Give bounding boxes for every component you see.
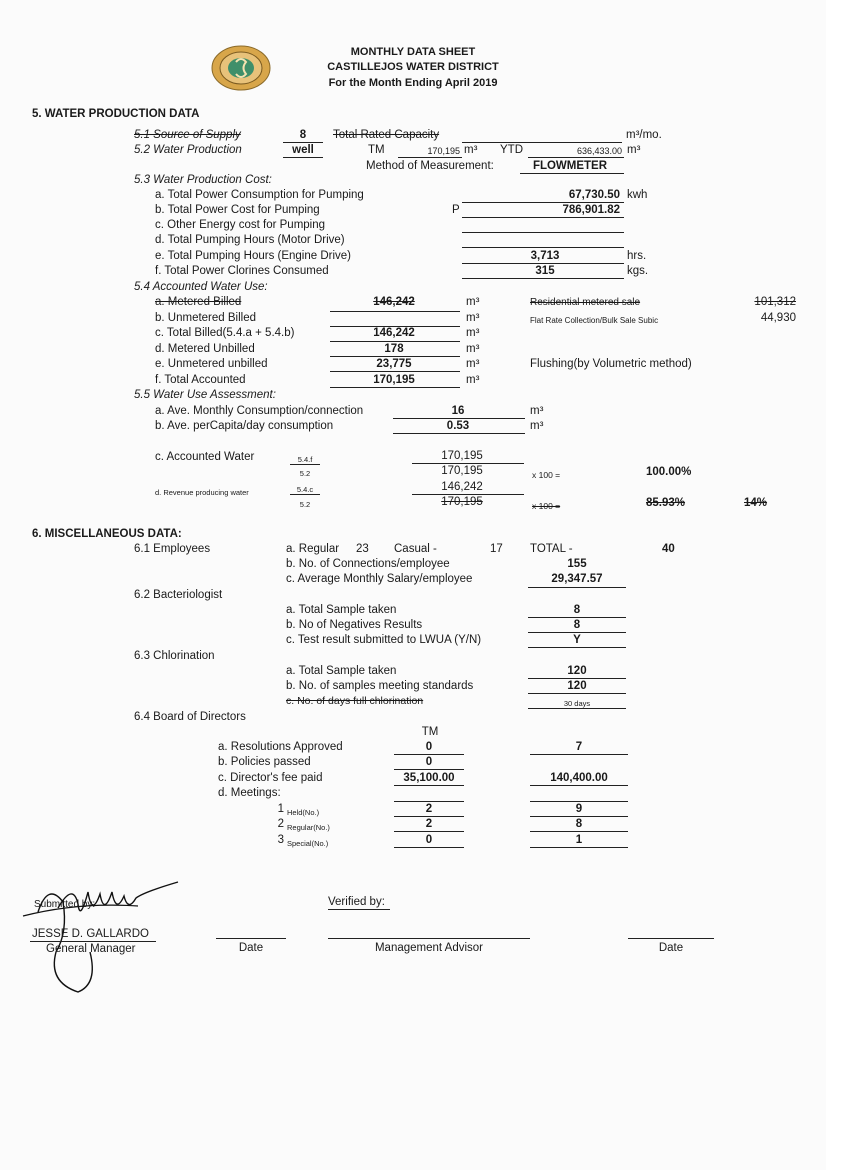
board-label: 6.4 Board of Directors xyxy=(134,711,246,723)
rated-capacity-unit: m³/mo. xyxy=(626,129,662,141)
standards-label: b. No. of samples meeting standards xyxy=(286,680,474,692)
total-accounted-unit: m³ xyxy=(466,374,480,386)
chlorine-value: 315 xyxy=(535,265,555,277)
accounted-water-label: c. Accounted Water xyxy=(155,451,255,463)
accounted-result: 100.00% xyxy=(646,466,692,478)
revenue-num: 146,242 xyxy=(441,481,483,493)
date-label-2: Date xyxy=(658,942,684,954)
tm-production: 170,195 xyxy=(427,146,460,156)
metered-unbilled-unit: m³ xyxy=(466,343,480,355)
power-consumption-label: a. Total Power Consumption for Pumping xyxy=(155,189,364,201)
power-cost-label: b. Total Power Cost for Pumping xyxy=(155,204,320,216)
unmetered-unbilled-value: 23,775 xyxy=(376,358,412,370)
unmetered-billed-unit: m³ xyxy=(466,312,480,324)
section-6-title: 6. MISCELLANEOUS DATA: xyxy=(32,528,182,540)
chlor-samples-label: a. Total Sample taken xyxy=(286,665,397,677)
percapita-unit: m³ xyxy=(530,420,544,432)
chlor-samples-value: 120 xyxy=(567,665,587,677)
regular-meeting-label: Regular(No.) xyxy=(287,823,330,832)
flat-rate-value: 44,930 xyxy=(760,312,796,324)
held-ytd: 9 xyxy=(575,803,583,815)
special-num: 3 xyxy=(277,834,284,846)
salary-value: 29,347.57 xyxy=(551,573,603,585)
motor-hours-label: d. Total Pumping Hours (Motor Drive) xyxy=(155,234,345,246)
regular-tm: 2 xyxy=(425,818,433,830)
tm-unit: m³ xyxy=(464,144,478,156)
bacteriologist-label: 6.2 Bacteriologist xyxy=(134,589,223,601)
special-ytd: 1 xyxy=(575,834,583,846)
report-period: For the Month Ending April 2019 xyxy=(328,77,498,89)
percapita-label: b. Ave. perCapita/day consumption xyxy=(155,420,334,432)
connections-label: b. No. of Connections/employee xyxy=(286,558,450,570)
resolutions-label: a. Resolutions Approved xyxy=(218,741,343,753)
power-consumption-unit: kwh xyxy=(627,189,648,201)
manager-title: General Manager xyxy=(46,943,136,955)
policies-tm: 0 xyxy=(425,756,433,768)
directors-fee-ytd: 140,400.00 xyxy=(550,772,608,784)
metered-billed-unit: m³ xyxy=(466,296,480,308)
monthly-consumption-unit: m³ xyxy=(530,405,544,417)
power-consumption-value: 67,730.50 xyxy=(568,189,620,201)
casual-count: 17 xyxy=(490,543,503,555)
accounted-den-ref: 5.2 xyxy=(299,469,311,478)
revenue-extra: 14% xyxy=(744,497,768,509)
monthly-consumption-label: a. Ave. Monthly Consumption/connection xyxy=(155,405,364,417)
connections-value: 155 xyxy=(567,558,587,570)
method-value: FLOWMETER xyxy=(532,160,608,172)
ytd-label: YTD xyxy=(500,144,523,156)
samples-taken-label: a. Total Sample taken xyxy=(286,604,397,616)
verified-by-label: Verified by: xyxy=(328,896,385,908)
metered-unbilled-value: 178 xyxy=(384,343,404,355)
total-label: TOTAL - xyxy=(530,543,573,555)
directors-fee-label: c. Director's fee paid xyxy=(218,772,323,784)
unmetered-unbilled-label: e. Unmetered unbilled xyxy=(155,358,268,370)
monthly-consumption-value: 16 xyxy=(451,405,465,417)
district-logo xyxy=(210,44,272,92)
use-assessment-label: 5.5 Water Use Assessment: xyxy=(134,389,276,401)
revenue-water-label: d. Revenue producing water xyxy=(155,488,249,497)
source-count: 8 xyxy=(299,129,307,141)
power-cost-value: 786,901.82 xyxy=(562,204,620,216)
resolutions-tm: 0 xyxy=(425,741,433,753)
revenue-result: 85.93% xyxy=(646,497,686,509)
full-chlorination-value: 30 days xyxy=(563,699,591,708)
tm-label: TM xyxy=(368,144,385,156)
ytd-unit: m³ xyxy=(627,144,641,156)
chlorination-label: 6.3 Chlorination xyxy=(134,650,215,662)
scan-margin xyxy=(826,0,850,1170)
lwua-label: c. Test result submitted to LWUA (Y/N) xyxy=(286,634,482,646)
total-billed-label: c. Total Billed(5.4.a + 5.4.b) xyxy=(155,327,295,339)
source-of-supply-label: 5.1 Source of Supply xyxy=(134,129,241,141)
held-num: 1 xyxy=(277,803,284,815)
regular-count: 23 xyxy=(356,543,369,555)
employees-label: 6.1 Employees xyxy=(134,543,211,555)
residential-value: 101,312 xyxy=(754,296,796,308)
standards-value: 120 xyxy=(567,680,587,692)
accounted-operator: x 100 = xyxy=(532,470,561,480)
engine-hours-value: 3,713 xyxy=(530,250,560,262)
total-billed-value: 146,242 xyxy=(373,327,415,339)
metered-billed-value: 146,242 xyxy=(373,296,415,308)
total-accounted-label: f. Total Accounted xyxy=(155,374,246,386)
percapita-value: 0.53 xyxy=(446,420,470,432)
revenue-den: 170,195 xyxy=(441,496,483,508)
production-cost-label: 5.3 Water Production Cost: xyxy=(134,174,272,186)
metered-unbilled-label: d. Metered Unbilled xyxy=(155,343,255,355)
unmetered-unbilled-unit: m³ xyxy=(466,358,480,370)
sheet-title: MONTHLY DATA SHEET xyxy=(350,46,476,58)
accounted-num: 170,195 xyxy=(441,450,483,462)
accounted-den: 170,195 xyxy=(441,465,483,477)
salary-label: c. Average Monthly Salary/employee xyxy=(286,573,473,585)
directors-fee-tm: 35,100.00 xyxy=(403,772,455,784)
submitted-by-label: Submitted by: xyxy=(34,899,96,910)
held-tm: 2 xyxy=(425,803,433,815)
accounted-use-label: 5.4 Accounted Water Use: xyxy=(134,281,268,293)
revenue-operator: x 100 = xyxy=(532,501,561,511)
chlorine-unit: kgs. xyxy=(627,265,649,277)
samples-taken-value: 8 xyxy=(573,604,581,616)
manager-name: JESSE D. GALLARDO xyxy=(32,928,149,940)
rated-capacity-label: Total Rated Capacity xyxy=(333,129,440,141)
regular-ytd: 8 xyxy=(575,818,583,830)
date-label-1: Date xyxy=(238,942,264,954)
total-accounted-value: 170,195 xyxy=(373,374,415,386)
section-5-title: 5. WATER PRODUCTION DATA xyxy=(32,108,200,120)
held-label: Held(No.) xyxy=(287,808,320,817)
advisor-label: Management Advisor xyxy=(374,942,484,954)
board-tm-header: TM xyxy=(421,726,439,738)
special-label: Special(No.) xyxy=(287,839,329,848)
district-name: CASTILLEJOS WATER DISTRICT xyxy=(327,61,499,73)
method-label: Method of Measurement: xyxy=(366,160,494,172)
resolutions-ytd: 7 xyxy=(575,741,583,753)
negatives-label: b. No of Negatives Results xyxy=(286,619,423,631)
chlorine-label: f. Total Power Clorines Consumed xyxy=(155,265,329,277)
flushing-note: Flushing(by Volumetric method) xyxy=(530,358,692,370)
policies-label: b. Policies passed xyxy=(218,756,311,768)
regular-label: a. Regular xyxy=(286,543,340,555)
production-type: well xyxy=(292,144,314,156)
other-energy-label: c. Other Energy cost for Pumping xyxy=(155,219,326,231)
metered-billed-label: a. Metered Billed xyxy=(155,296,242,308)
revenue-num-ref: 5.4.c xyxy=(296,485,314,494)
revenue-den-ref: 5.2 xyxy=(299,500,311,509)
total-count: 40 xyxy=(662,543,675,555)
full-chlorination-label: c. No. of days full chlorination xyxy=(286,695,424,707)
ytd-production: 636,433.00 xyxy=(576,146,622,156)
engine-hours-unit: hrs. xyxy=(627,250,647,262)
engine-hours-label: e. Total Pumping Hours (Engine Drive) xyxy=(155,250,352,262)
water-production-label: 5.2 Water Production xyxy=(134,144,242,156)
lwua-value: Y xyxy=(573,634,581,646)
peso-sign: P xyxy=(452,204,460,216)
accounted-num-ref: 5.4.f xyxy=(297,455,313,464)
special-tm: 0 xyxy=(425,834,433,846)
flat-rate-note: Flat Rate Collection/Bulk Sale Subic xyxy=(530,316,659,325)
negatives-value: 8 xyxy=(573,619,581,631)
casual-label: Casual - xyxy=(394,543,437,555)
residential-note: Residential metered sale xyxy=(530,297,641,308)
regular-num: 2 xyxy=(277,818,284,830)
meetings-label: d. Meetings: xyxy=(218,787,281,799)
unmetered-billed-label: b. Unmetered Billed xyxy=(155,312,256,324)
total-billed-unit: m³ xyxy=(466,327,480,339)
